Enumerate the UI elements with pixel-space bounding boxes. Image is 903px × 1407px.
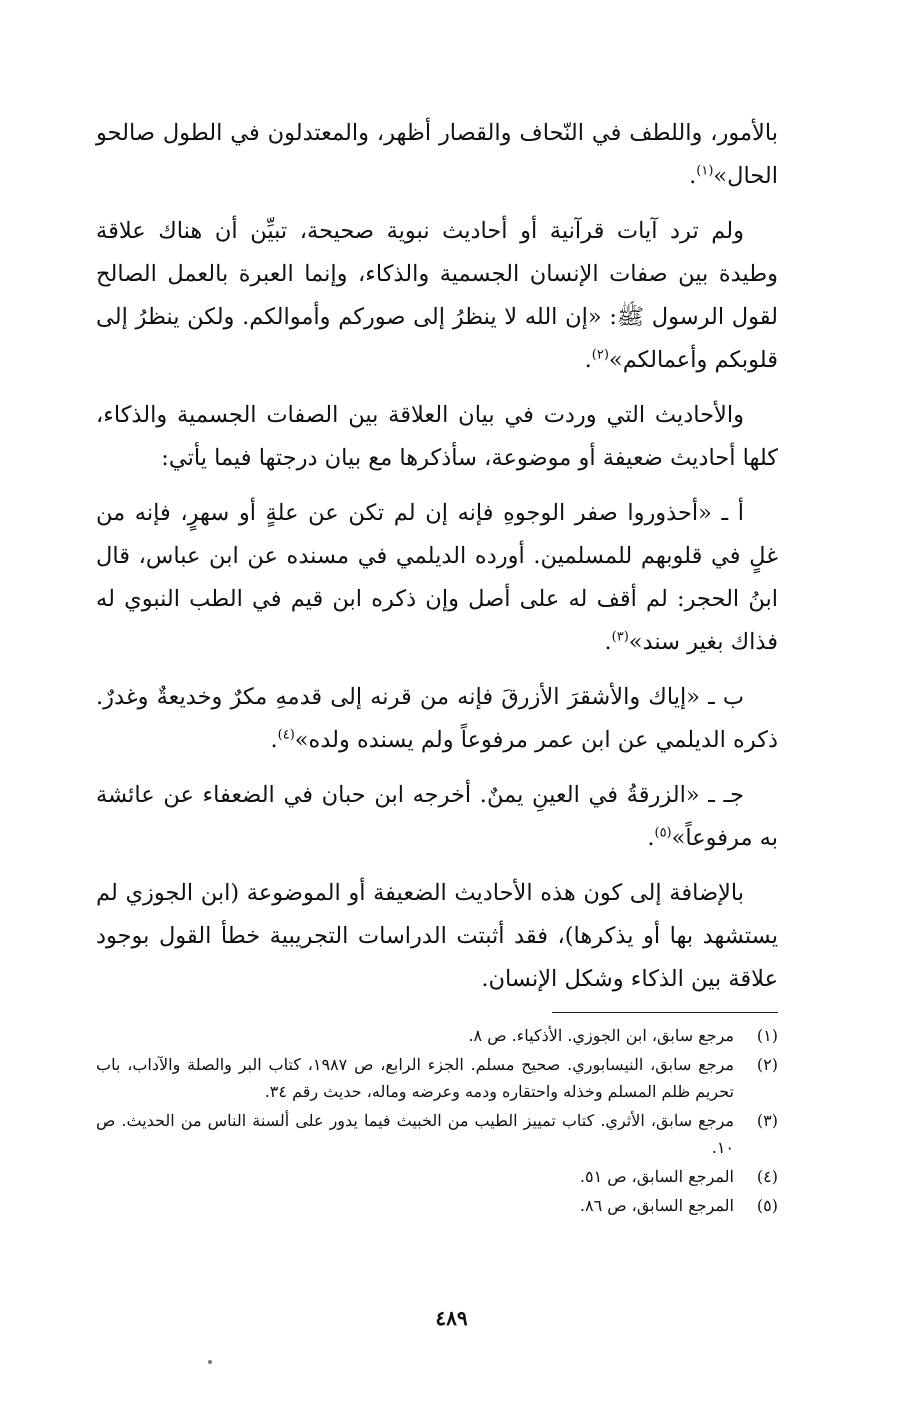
paragraph-text: ولم ترد آيات قرآنية أو أحاديث نبوية صحيحة، تبيِّن أن هناك علاقة وطيدة بين صفات الإنسان الجسمية والذكاء، وإنما العبرة بالعمل الصالح لقول الرسول ﷺ: «إن الله لا ينظرُ إلى صوركم وأموالكم. ولكن ينظرُ إلى قلوبكم وأعمالكم» (96, 218, 778, 373)
footnote-separator (552, 1012, 778, 1013)
paragraph-text: بالإضافة إلى كون هذه الأحاديث الضعيفة أو الموضوعة (ابن الجوزي لم يستشهد بها أو يذكرها)، فقد أثبتت الدراسات التجريبية خطأ القول بوجود علاقة بين الذكاء وشكل الإنسان. (96, 880, 778, 992)
paragraph-text: أ ـ «أحذوروا صفر الوجوهِ فإنه إن لم تكن عن علةٍ أو سهرٍ، فإنه من غلٍ في قلوبهم للمسلمين. أورده الديلمي في مسنده عن ابن عباس، قال ابنُ الحجر: لم أقف له على أصل وإن ذكره ابن قيم في الطب النبوي له فذاك بغير سند» (96, 500, 778, 655)
footnote-ref[interactable]: (٣) (611, 629, 629, 645)
footnote-text: مرجع سابق، ابن الجوزي. الأذكياء. ص ٨. (468, 1026, 734, 1045)
footnote-item (96, 1051, 778, 1105)
paragraph: أ ـ «أحذوروا صفر الوجوهِ فإنه إن لم تكن عن علةٍ أو سهرٍ، فإنه من غلٍ في قلوبهم للمسلمين. أورده الديلمي في مسنده عن ابن عباس، قال ابنُ الحجر: لم أقف له على أصل وإن ذكره ابن قيم في الطب النبوي له فذاك بغير سند»$^{(٣)}$. (96, 500, 778, 655)
paragraph-text: والأحاديث التي وردت في بيان العلاقة بين الصفات الجسمية والذكاء، كلها أحاديث ضعيفة أو موضوعة، سأذكرها مع بيان درجتها فيما يأتي: (96, 402, 778, 471)
page-number: ٤٨٩ (435, 1306, 468, 1330)
paragraph: ب ـ «إياك والأشقرَ الأزرقَ فإنه من قرنه إلى قدمهِ مكرٌ وخديعةٌ وغدرٌ. ذكره الديلمي عن ابن عمر مرفوعاً ولم يسنده ولده»$^{(٤)}$. (96, 684, 778, 753)
paragraph: بالأمور، واللطف في النّحاف والقصار أظهر، والمعتدلون في الطول صالحو الحال»$^{(١)}$. (96, 120, 778, 189)
footnotes (96, 1022, 778, 1221)
footnote-text: مرجع سابق، الأثري. كتاب تمييز الطيب من الخبيث فيما يدور على ألسنة الناس من الحديث. ص ١٠. (96, 1111, 734, 1157)
footnote-text: المرجع السابق، ص ٥١. (579, 1167, 734, 1186)
footnote-text: مرجع سابق، النيسابوري. صحيح مسلم. الجزء الرابع، ص ١٩٨٧، كتاب البر والصلة والآداب، باب تحريم ظلم المسلم وخذله واحتقاره ودمه وعرضه وماله، حديث رقم ٣٤. (96, 1055, 734, 1101)
footnote-number: (٣) (756, 1111, 778, 1130)
page-body (96, 112, 778, 1013)
paragraph: ولم ترد آيات قرآنية أو أحاديث نبوية صحيحة، تبيِّن أن هناك علاقة وطيدة بين صفات الإنسان الجسمية والذكاء، وإنما العبرة بالعمل الصالح لقول الرسول ﷺ: «إن الله لا ينظرُ إلى صوركم وأموالكم. ولكن ينظرُ إلى قلوبكم وأعمالكم»$^{(٢)}$. (96, 218, 778, 373)
footnote-item (96, 1022, 778, 1049)
footnote-number: (١) (756, 1026, 778, 1045)
footnote-item (96, 1192, 778, 1219)
footnote-number: (٤) (756, 1167, 778, 1186)
scan-speck (208, 1360, 212, 1364)
paragraph (96, 872, 778, 1001)
paragraph-text: بالأمور، واللطف في النّحاف والقصار أظهر، والمعتدلون في الطول صالحو الحال» (96, 120, 778, 189)
paragraph-text: جـ ـ «الزرقةُ في العينِ يمنٌ. أخرجه ابن حبان في الضعفاء عن عائشة به مرفوعاً» (96, 782, 778, 851)
footnote-ref[interactable]: (٤) (277, 727, 295, 743)
footnote-number: (٥) (756, 1196, 778, 1215)
footnote-ref[interactable]: (٥) (654, 825, 672, 841)
paragraph (96, 394, 778, 480)
footnote-text: المرجع السابق، ص ٨٦. (579, 1196, 734, 1215)
paragraph: جـ ـ «الزرقةُ في العينِ يمنٌ. أخرجه ابن حبان في الضعفاء عن عائشة به مرفوعاً»$^{(٥)}$. (96, 782, 778, 851)
footnote-item (96, 1163, 778, 1190)
paragraph-text: ب ـ «إياك والأشقرَ الأزرقَ فإنه من قرنه إلى قدمهِ مكرٌ وخديعةٌ وغدرٌ. ذكره الديلمي عن ابن عمر مرفوعاً ولم يسنده ولده» (96, 684, 778, 753)
footnote-item (96, 1107, 778, 1161)
footnote-number: (٢) (756, 1055, 778, 1074)
footnote-ref[interactable]: (٢) (591, 347, 609, 363)
footnote-ref[interactable]: (١) (696, 163, 714, 179)
